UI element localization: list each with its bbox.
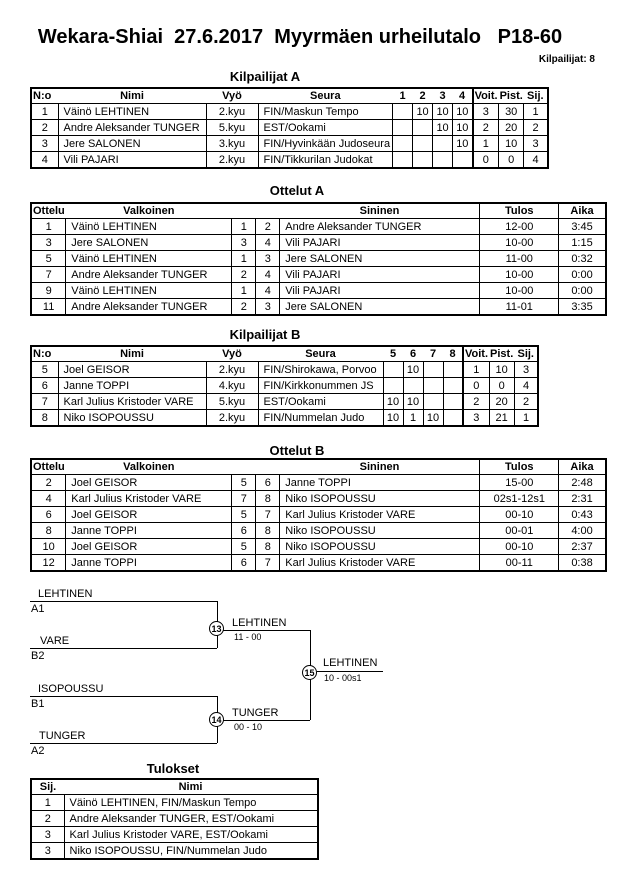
- bracket-entrant-seed: B1: [31, 698, 45, 710]
- table-cell: 2:48: [559, 475, 606, 491]
- table-cell: 1: [31, 795, 64, 811]
- column-header: Nimi: [178, 781, 203, 793]
- table-cell: 10: [423, 410, 443, 427]
- ottelut-b-table: [30, 458, 607, 572]
- table-cell: 6: [256, 475, 280, 491]
- table-cell: 00-10: [480, 507, 559, 523]
- table-cell: 10: [433, 104, 453, 120]
- table-cell: 5.kyu: [206, 120, 258, 136]
- table-cell: [403, 378, 423, 394]
- table-cell: 0: [489, 378, 514, 394]
- table-row: [31, 507, 606, 523]
- table-cell: 2: [256, 219, 280, 235]
- table-cell: 5: [232, 475, 256, 491]
- table-cell: 1: [473, 136, 499, 152]
- table-cell: 1: [232, 219, 256, 235]
- table-cell: Andre Aleksander TUNGER: [66, 267, 232, 283]
- table-cell: 7: [31, 394, 58, 410]
- table-cell: Janne TOPPI: [58, 378, 206, 394]
- table-cell: 10: [413, 104, 433, 120]
- table-cell: 00-01: [480, 523, 559, 539]
- column-header: Sininen: [359, 205, 400, 217]
- table-cell: 8: [31, 523, 66, 539]
- table-row: [31, 251, 606, 267]
- column-header: Sij.: [39, 781, 57, 793]
- table-cell: 5: [31, 251, 66, 267]
- table-cell: Väinö LEHTINEN: [66, 251, 232, 267]
- bracket-line: [30, 696, 217, 697]
- table-cell: 3: [473, 104, 499, 120]
- table-cell: 1: [463, 362, 489, 378]
- column-header: 2: [419, 90, 426, 102]
- section-heading-ottelut-b: Ottelut B: [269, 443, 325, 458]
- table-cell: Janne TOPPI: [66, 523, 232, 539]
- table-cell: Karl Julius Kristoder VARE: [280, 555, 480, 572]
- table-cell: Joel GEISOR: [66, 475, 232, 491]
- section-heading-tulokset: Tulokset: [146, 761, 200, 776]
- bracket-winner-name: TUNGER: [232, 707, 279, 719]
- table-cell: Jere SALONEN: [66, 235, 232, 251]
- table-cell: Andre Aleksander TUNGER: [58, 120, 206, 136]
- final-bracket: [0, 585, 630, 780]
- table-cell: 10: [453, 104, 473, 120]
- table-cell: FIN/Hyvinkään Judoseura: [258, 136, 393, 152]
- table-cell: 4: [524, 152, 548, 169]
- table-cell: Niko ISOPOUSSU: [58, 410, 206, 427]
- table-cell: Väinö LEHTINEN: [66, 283, 232, 299]
- table-row: [31, 219, 606, 235]
- table-cell: 1: [524, 104, 548, 120]
- table-cell: 10: [453, 136, 473, 152]
- column-header: Aika: [559, 459, 606, 475]
- table-cell: Niko ISOPOUSSU: [280, 523, 480, 539]
- table-cell: 3: [256, 251, 280, 267]
- column-header: Pist.: [499, 90, 523, 102]
- column-header: [256, 459, 280, 475]
- table-cell: 1:15: [559, 235, 606, 251]
- table-cell: 4:00: [559, 523, 606, 539]
- table-cell: Jere SALONEN: [280, 299, 480, 316]
- table-cell: [433, 152, 453, 169]
- table-row: [31, 523, 606, 539]
- table-cell: 4: [256, 235, 280, 251]
- table-row: [31, 120, 548, 136]
- column-header: Aika: [559, 203, 606, 219]
- table-cell: [443, 362, 463, 378]
- table-cell: Joel GEISOR: [66, 539, 232, 555]
- column-header: 5: [389, 348, 397, 360]
- table-cell: 2: [232, 299, 256, 316]
- table-cell: 3: [31, 235, 66, 251]
- table-cell: [423, 394, 443, 410]
- table-cell: 30: [499, 104, 524, 120]
- bracket-line: [317, 671, 383, 672]
- table-row: [31, 491, 606, 507]
- table-cell: 10-00: [480, 267, 559, 283]
- table-row: [31, 843, 318, 860]
- column-header: N:o: [33, 348, 52, 360]
- table-cell: 5.kyu: [206, 394, 258, 410]
- table-row: [31, 410, 538, 427]
- table-cell: 11-01: [480, 299, 559, 316]
- column-header: Ottelu: [33, 461, 65, 473]
- match-number-badge: 14: [209, 712, 224, 727]
- table-cell: 0: [473, 152, 499, 169]
- table-cell: 2.kyu: [206, 410, 258, 427]
- bracket-match-score: 00 - 10: [234, 722, 263, 732]
- section-heading-kilpailijat-b: Kilpailijat B: [229, 327, 301, 342]
- table-cell: 2: [524, 120, 548, 136]
- table-cell: [393, 120, 413, 136]
- table-cell: 02s1-12s1: [480, 491, 559, 507]
- column-header: 6: [409, 348, 417, 360]
- table-cell: 10: [383, 410, 403, 427]
- table-cell: Vili PAJARI: [280, 235, 480, 251]
- table-cell: [413, 136, 433, 152]
- table-cell: Väinö LEHTINEN: [58, 104, 206, 120]
- table-cell: 2: [463, 394, 489, 410]
- table-cell: 8: [256, 539, 280, 555]
- table-row: [31, 378, 538, 394]
- column-header: Seura: [305, 348, 336, 360]
- table-cell: Janne TOPPI: [66, 555, 232, 572]
- section-heading-kilpailijat-a: Kilpailijat A: [229, 69, 301, 84]
- table-cell: 7: [31, 267, 66, 283]
- table-cell: 3: [31, 136, 58, 152]
- table-cell: 1: [31, 219, 66, 235]
- table-cell: 10-00: [480, 283, 559, 299]
- table-cell: Joel GEISOR: [66, 507, 232, 523]
- match-number-badge: 15: [302, 665, 317, 680]
- table-cell: 0:00: [559, 283, 606, 299]
- table-cell: 8: [31, 410, 58, 427]
- table-cell: 3: [514, 362, 538, 378]
- column-header: Pist.: [490, 348, 514, 360]
- table-cell: 11-00: [480, 251, 559, 267]
- column-header: Tulos: [480, 459, 559, 475]
- table-cell: 6: [31, 507, 66, 523]
- bracket-winner-name: LEHTINEN: [232, 617, 287, 629]
- column-header: [232, 203, 256, 219]
- bracket-entrant-seed: A2: [31, 745, 45, 757]
- column-header: Valkoinen: [123, 205, 175, 217]
- table-cell: 0:00: [559, 267, 606, 283]
- table-header-row: [31, 88, 548, 104]
- table-cell: Niko ISOPOUSSU: [280, 539, 480, 555]
- table-cell: 10: [499, 136, 524, 152]
- table-cell: 20: [489, 394, 514, 410]
- table-cell: 10: [453, 120, 473, 136]
- table-cell: Karl Julius Kristoder VARE: [58, 394, 206, 410]
- column-header: Sij.: [517, 348, 534, 360]
- column-header: Vyö: [222, 90, 242, 102]
- table-header-row: [31, 346, 538, 362]
- table-cell: FIN/Kirkkonummen JS: [258, 378, 383, 394]
- table-cell: 4.kyu: [206, 378, 258, 394]
- table-cell: [413, 152, 433, 169]
- table-row: [31, 104, 548, 120]
- table-row: [31, 539, 606, 555]
- table-cell: Karl Julius Kristoder VARE: [280, 507, 480, 523]
- table-cell: Joel GEISOR: [58, 362, 206, 378]
- table-row: [31, 152, 548, 169]
- column-header: 1: [399, 90, 406, 102]
- table-cell: 9: [31, 283, 66, 299]
- table-cell: 5: [31, 362, 58, 378]
- table-cell: 1: [514, 410, 538, 427]
- table-cell: 2.kyu: [206, 362, 258, 378]
- table-row: [31, 362, 538, 378]
- bracket-entrant-name: ISOPOUSSU: [38, 683, 104, 695]
- table-row: [31, 283, 606, 299]
- column-header: Vyö: [222, 348, 242, 360]
- table-cell: 3:45: [559, 219, 606, 235]
- table-cell: 4: [514, 378, 538, 394]
- table-cell: [393, 152, 413, 169]
- table-cell: Vili PAJARI: [280, 267, 480, 283]
- table-cell: 4: [31, 491, 66, 507]
- table-cell: [443, 394, 463, 410]
- table-cell: 2:37: [559, 539, 606, 555]
- column-header: Sij.: [527, 90, 544, 102]
- table-cell: 00-11: [480, 555, 559, 572]
- table-cell: 3: [31, 843, 64, 860]
- table-cell: 10: [433, 120, 453, 136]
- table-cell: 3: [256, 299, 280, 316]
- bracket-match-score: 10 - 00s1: [324, 673, 362, 683]
- ottelut-a-table: [30, 202, 607, 316]
- bracket-match-score: 11 - 00: [234, 632, 262, 642]
- table-cell: 12-00: [480, 219, 559, 235]
- table-cell: 2: [514, 394, 538, 410]
- table-cell: Niko ISOPOUSSU: [280, 491, 480, 507]
- bracket-line: [30, 601, 217, 602]
- column-header: Tulos: [480, 203, 559, 219]
- table-cell: EST/Ookami: [258, 120, 393, 136]
- column-header: Voit.: [465, 348, 489, 360]
- column-header: Seura: [309, 90, 341, 102]
- bracket-entrant-name: TUNGER: [39, 730, 86, 742]
- table-cell: Karl Julius Kristoder VARE: [66, 491, 232, 507]
- participants-count: Kilpailijat: 8: [538, 54, 595, 65]
- table-cell: 1: [232, 251, 256, 267]
- table-cell: 2: [31, 811, 64, 827]
- bracket-line: [30, 743, 217, 744]
- table-cell: Väinö LEHTINEN, FIN/Maskun Tempo: [64, 795, 318, 811]
- bracket-winner-name: LEHTINEN: [323, 657, 378, 669]
- column-header: Valkoinen: [123, 461, 175, 473]
- table-cell: 15-00: [480, 475, 559, 491]
- table-cell: 0: [499, 152, 524, 169]
- table-cell: Vili PAJARI: [280, 283, 480, 299]
- table-cell: 10: [489, 362, 514, 378]
- table-cell: Andre Aleksander TUNGER, EST/Ookami: [64, 811, 318, 827]
- table-cell: [413, 120, 433, 136]
- table-cell: 6: [232, 523, 256, 539]
- table-cell: FIN/Tikkurilan Judokat: [258, 152, 393, 169]
- table-cell: 00-10: [480, 539, 559, 555]
- table-cell: 2: [232, 267, 256, 283]
- table-row: [31, 795, 318, 811]
- kilpailijat-a-table: [30, 87, 549, 169]
- table-cell: 3: [232, 235, 256, 251]
- bracket-entrant-name: LEHTINEN: [38, 588, 93, 600]
- table-cell: [393, 136, 413, 152]
- column-header: Ottelu: [33, 205, 65, 217]
- bracket-entrant-seed: B2: [31, 650, 45, 662]
- column-header: Sininen: [359, 461, 400, 473]
- table-cell: FIN/Nummelan Judo: [258, 410, 383, 427]
- table-cell: Andre Aleksander TUNGER: [280, 219, 480, 235]
- table-cell: 11: [31, 299, 66, 316]
- table-cell: FIN/Shirokawa, Porvoo: [258, 362, 383, 378]
- table-row: [31, 827, 318, 843]
- column-header: 8: [449, 348, 456, 360]
- column-header: N:o: [33, 90, 52, 102]
- table-cell: 1: [31, 104, 58, 120]
- table-header-row: [31, 779, 318, 795]
- table-cell: Vili PAJARI: [58, 152, 206, 169]
- column-header: [232, 459, 256, 475]
- match-number-badge: 13: [209, 621, 224, 636]
- table-cell: Janne TOPPI: [280, 475, 480, 491]
- table-cell: [383, 378, 403, 394]
- table-cell: Jere SALONEN: [58, 136, 206, 152]
- table-row: [31, 475, 606, 491]
- table-cell: [393, 104, 413, 120]
- table-cell: Väinö LEHTINEN: [66, 219, 232, 235]
- table-cell: 3:35: [559, 299, 606, 316]
- table-cell: 0: [463, 378, 489, 394]
- table-cell: 4: [256, 283, 280, 299]
- table-cell: 7: [232, 491, 256, 507]
- table-cell: 8: [256, 491, 280, 507]
- bracket-line: [217, 720, 310, 721]
- table-cell: Andre Aleksander TUNGER: [66, 299, 232, 316]
- table-header-row: [31, 203, 606, 219]
- column-header: 7: [429, 348, 437, 360]
- table-cell: 5: [232, 539, 256, 555]
- table-cell: 3: [31, 827, 64, 843]
- table-cell: 2:31: [559, 491, 606, 507]
- table-cell: 2: [473, 120, 499, 136]
- column-header: 3: [439, 90, 446, 102]
- table-cell: [453, 152, 473, 169]
- column-header: 4: [459, 90, 466, 102]
- table-row: [31, 235, 606, 251]
- table-row: [31, 136, 548, 152]
- table-cell: [423, 362, 443, 378]
- tulokset-table: [30, 778, 319, 860]
- page-title: Wekara-Shiai 27.6.2017 Myyrmäen urheilutalo P18-60: [37, 26, 563, 48]
- table-cell: 7: [256, 555, 280, 572]
- table-cell: 3: [463, 410, 489, 427]
- table-cell: EST/Ookami: [258, 394, 383, 410]
- table-cell: 6: [31, 378, 58, 394]
- table-cell: 20: [499, 120, 524, 136]
- table-cell: 10: [383, 394, 403, 410]
- table-cell: FIN/Maskun Tempo: [258, 104, 393, 120]
- table-cell: 10-00: [480, 235, 559, 251]
- kilpailijat-b-table: [30, 345, 539, 427]
- table-cell: [443, 410, 463, 427]
- column-header: [256, 203, 280, 219]
- table-row: [31, 555, 606, 572]
- table-cell: 4: [256, 267, 280, 283]
- table-row: [31, 394, 538, 410]
- table-cell: 7: [256, 507, 280, 523]
- table-cell: 2: [31, 120, 58, 136]
- table-cell: 10: [403, 362, 423, 378]
- table-cell: 2: [31, 475, 66, 491]
- table-cell: 1: [232, 283, 256, 299]
- table-cell: 0:43: [559, 507, 606, 523]
- table-cell: Jere SALONEN: [280, 251, 480, 267]
- table-header-row: [31, 459, 606, 475]
- bracket-entrant-seed: A1: [31, 603, 45, 615]
- table-cell: [423, 378, 443, 394]
- table-cell: 1: [403, 410, 423, 427]
- table-cell: 10: [31, 539, 66, 555]
- table-cell: 2.kyu: [206, 152, 258, 169]
- table-row: [31, 299, 606, 316]
- table-cell: [433, 136, 453, 152]
- table-cell: 0:32: [559, 251, 606, 267]
- bracket-line: [30, 648, 217, 649]
- table-cell: Niko ISOPOUSSU, FIN/Nummelan Judo: [64, 843, 318, 860]
- bracket-entrant-name: VARE: [40, 635, 70, 647]
- table-row: [31, 267, 606, 283]
- table-cell: 0:38: [559, 555, 606, 572]
- table-cell: 3: [524, 136, 548, 152]
- table-cell: 4: [31, 152, 58, 169]
- table-cell: 5: [232, 507, 256, 523]
- table-cell: 3.kyu: [206, 136, 258, 152]
- table-cell: Karl Julius Kristoder VARE, EST/Ookami: [64, 827, 318, 843]
- bracket-line: [217, 630, 310, 631]
- table-cell: 2.kyu: [206, 104, 258, 120]
- table-cell: [443, 378, 463, 394]
- table-row: [31, 811, 318, 827]
- column-header: Voit.: [474, 90, 498, 102]
- column-header: Nimi: [120, 348, 144, 360]
- table-cell: 12: [31, 555, 66, 572]
- table-cell: 8: [256, 523, 280, 539]
- table-cell: 10: [403, 394, 423, 410]
- table-cell: [383, 362, 403, 378]
- table-cell: 21: [489, 410, 514, 427]
- table-cell: 6: [232, 555, 256, 572]
- section-heading-ottelut-a: Ottelut A: [269, 183, 325, 198]
- column-header: Nimi: [120, 90, 144, 102]
